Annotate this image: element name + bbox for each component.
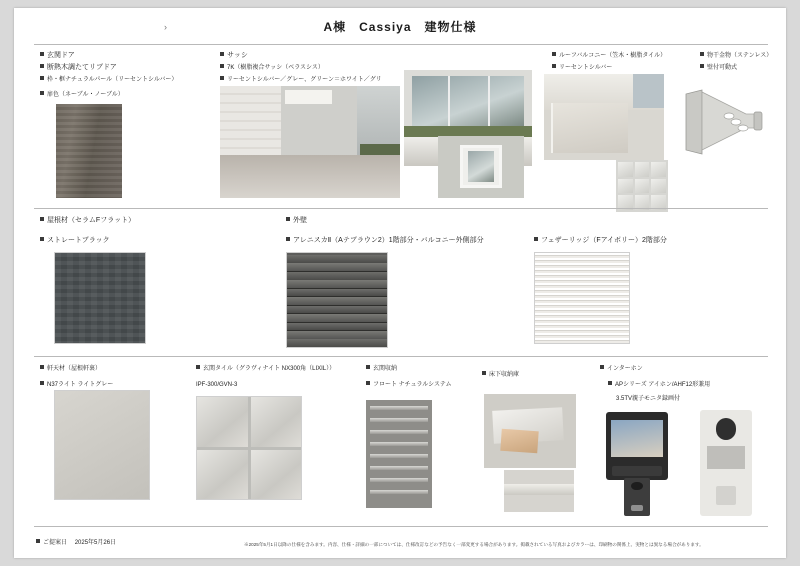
label-sash-2: 7K（樹脂複合サッシ（ベラスシス） <box>220 63 324 73</box>
bullet-square-icon <box>40 64 44 68</box>
bullet-square-icon <box>608 381 612 385</box>
divider-section2 <box>34 356 768 357</box>
corridor-ceiling-light <box>285 90 332 103</box>
brick-row <box>286 280 388 288</box>
brick-row <box>286 306 388 314</box>
image-entrance-door <box>56 104 122 198</box>
label-entrance-door-3: 枠・框ナチュラルパール（リーセントシルバー） <box>40 75 177 85</box>
label-entrance-tile-1: 玄関タイル（グラヴィナイト NX300角（LIXIL）） <box>196 364 335 374</box>
bullet-square-icon <box>196 365 200 369</box>
bullet-square-icon <box>700 52 704 56</box>
label-soffit-2: N37ライト ライトグレー <box>40 380 113 390</box>
bullet-square-icon <box>40 381 44 385</box>
label-exterior-wall-2: アレニスカⅡ（Aテブラウン2）1階部分・バルコニー外側部分 <box>286 236 484 246</box>
nameplate <box>707 446 744 469</box>
bullet-square-icon <box>700 64 704 68</box>
label-entrance-door-2: 断熱木調たてリブドア <box>40 63 117 73</box>
call-button[interactable] <box>716 486 737 505</box>
balcony-sky <box>633 74 664 108</box>
image-roof-material-swatch <box>54 252 146 344</box>
image-small-window <box>438 136 524 198</box>
label-hanger-1: 物干金物（ステンレス） <box>700 51 772 61</box>
image-roof-balcony <box>544 74 664 160</box>
bullet-square-icon <box>220 76 224 80</box>
storage-contents <box>500 428 538 453</box>
image-soffit-swatch <box>54 390 150 500</box>
label-intercom-2: APシリーズ アイホン/AHF12形兼用 <box>608 380 710 390</box>
divider-top <box>34 44 768 45</box>
tile-cell <box>635 162 650 177</box>
bullet-square-icon <box>40 52 44 56</box>
image-drying-hanger <box>672 84 768 168</box>
divider-section1 <box>34 208 768 209</box>
image-exterior-wall-swatch <box>286 252 388 348</box>
brick-row <box>286 272 388 280</box>
bullet-square-icon <box>366 381 370 385</box>
bullet-square-icon <box>40 217 44 221</box>
corridor-floor <box>220 155 400 198</box>
tile-cell <box>197 450 248 500</box>
label-sash-1: サッシ <box>220 51 248 61</box>
image-entrance-storage <box>366 400 432 508</box>
label-roof-balcony-2: リーセントシルバー <box>552 63 612 73</box>
storage-floor-band <box>504 484 574 495</box>
brick-row <box>286 331 388 339</box>
tile-cell <box>251 397 302 447</box>
shelf-board <box>370 442 428 446</box>
label-exterior-wall-1: 外壁 <box>286 216 307 226</box>
image-corridor <box>220 86 400 198</box>
footer-disclaimer: ※2025年5月1日以降の仕様を含みます。内容、仕様・詳細の一部については、仕様改訂などの予告なく一部変更する場合があります。掲載されている写真およびカラーは、印刷物の関係上、実物とは異なる場合があります。 <box>244 542 704 547</box>
label-roof-material-2: ストレートブラック <box>40 236 110 246</box>
bullet-square-icon <box>552 64 556 68</box>
bullet-square-icon <box>220 52 224 56</box>
shelf-board <box>370 478 428 482</box>
doorbell-button[interactable] <box>631 505 643 511</box>
brick-row <box>286 263 388 271</box>
image-exterior-wall-2f-swatch <box>534 252 630 344</box>
brick-row <box>286 255 388 263</box>
label-entrance-storage-2: フロート ナチュラルシステム <box>366 380 452 390</box>
label-soffit-1: 軒天材（屋根軒裏） <box>40 364 101 374</box>
label-roof-balcony-1: ルーフバルコニー（笠木・樹脂タイル） <box>552 51 666 61</box>
label-entrance-storage-1: 玄関収納 <box>366 364 397 374</box>
bullet-square-icon <box>40 237 44 241</box>
label-entrance-tile-2: IPF-300/GVN-3 <box>196 382 238 388</box>
label-hanger-2: 壁付可動式 <box>700 63 737 73</box>
drying-hanger-icon <box>672 84 768 168</box>
label-sash-3: リーセントシルバー／グレー、グリーン＝ホワイト／グリ <box>220 75 382 85</box>
shelf-board <box>370 490 428 494</box>
small-window-frame <box>460 145 501 188</box>
specification-sheet <box>14 8 786 558</box>
brick-row <box>286 289 388 297</box>
image-balcony-tile-sample <box>616 160 668 212</box>
tile-cell <box>651 162 666 177</box>
bullet-square-icon <box>534 237 538 241</box>
bullet-square-icon <box>40 365 44 369</box>
balcony-panel <box>551 103 627 153</box>
tile-cell <box>251 450 302 500</box>
label-intercom-3: 3.5TV親子モニタ録画付 <box>616 396 681 402</box>
shelf-board <box>370 454 428 458</box>
tile-cell <box>197 397 248 447</box>
tile-cell <box>635 179 650 194</box>
doorbell-camera-icon <box>631 482 642 490</box>
label-underfloor-storage: 床下収納庫 <box>482 370 519 380</box>
bullet-square-icon <box>220 64 224 68</box>
bullet-square-icon <box>482 371 486 375</box>
tile-cell <box>618 162 633 177</box>
image-underfloor-storage-open <box>484 394 576 468</box>
shelf-board <box>370 466 428 470</box>
divider-footer <box>34 526 768 527</box>
brick-row <box>286 314 388 322</box>
page-title: A棟 Cassiya 建物仕様 <box>323 20 477 34</box>
image-entrance-tile-swatch <box>196 396 302 500</box>
bullet-square-icon <box>40 76 44 80</box>
corridor-wall-left <box>220 86 281 164</box>
image-intercom-monitor[interactable] <box>606 412 668 480</box>
label-intercom-1: インターホン <box>600 364 643 374</box>
chevron-right-icon: › <box>164 22 167 32</box>
label-roof-material-1: 屋根材（セラムFフラット） <box>40 216 135 226</box>
tile-cell <box>618 179 633 194</box>
camera-lens-icon <box>716 418 737 439</box>
bullet-square-icon <box>600 365 604 369</box>
bullet-square-icon <box>286 217 290 221</box>
shelf-board <box>370 406 428 410</box>
bullet-square-icon <box>40 91 44 95</box>
brick-row <box>286 339 388 347</box>
shelf-board <box>370 430 428 434</box>
image-doorbell[interactable] <box>624 478 650 516</box>
tile-cell <box>651 179 666 194</box>
image-outdoor-station[interactable] <box>700 410 752 516</box>
footer-date: ご提案日 2025年5月26日 <box>36 537 116 546</box>
label-exterior-wall-2f: フェザーリッジ（Fアイボリー）2階部分 <box>534 236 667 246</box>
brick-row <box>286 297 388 305</box>
bullet-square-icon <box>36 539 40 543</box>
bullet-square-icon <box>286 237 290 241</box>
shelf-board <box>370 418 428 422</box>
label-entrance-door-1: 玄関ドア <box>40 51 75 61</box>
image-underfloor-storage-closed <box>504 470 574 512</box>
bullet-square-icon <box>366 365 370 369</box>
label-entrance-door-4: 扉色（ネーブル・ノーブル） <box>40 90 124 100</box>
bullet-square-icon <box>552 52 556 56</box>
brick-row <box>286 323 388 331</box>
page-header <box>14 18 786 36</box>
intercom-button-row[interactable] <box>612 466 662 476</box>
intercom-screen <box>611 420 663 457</box>
